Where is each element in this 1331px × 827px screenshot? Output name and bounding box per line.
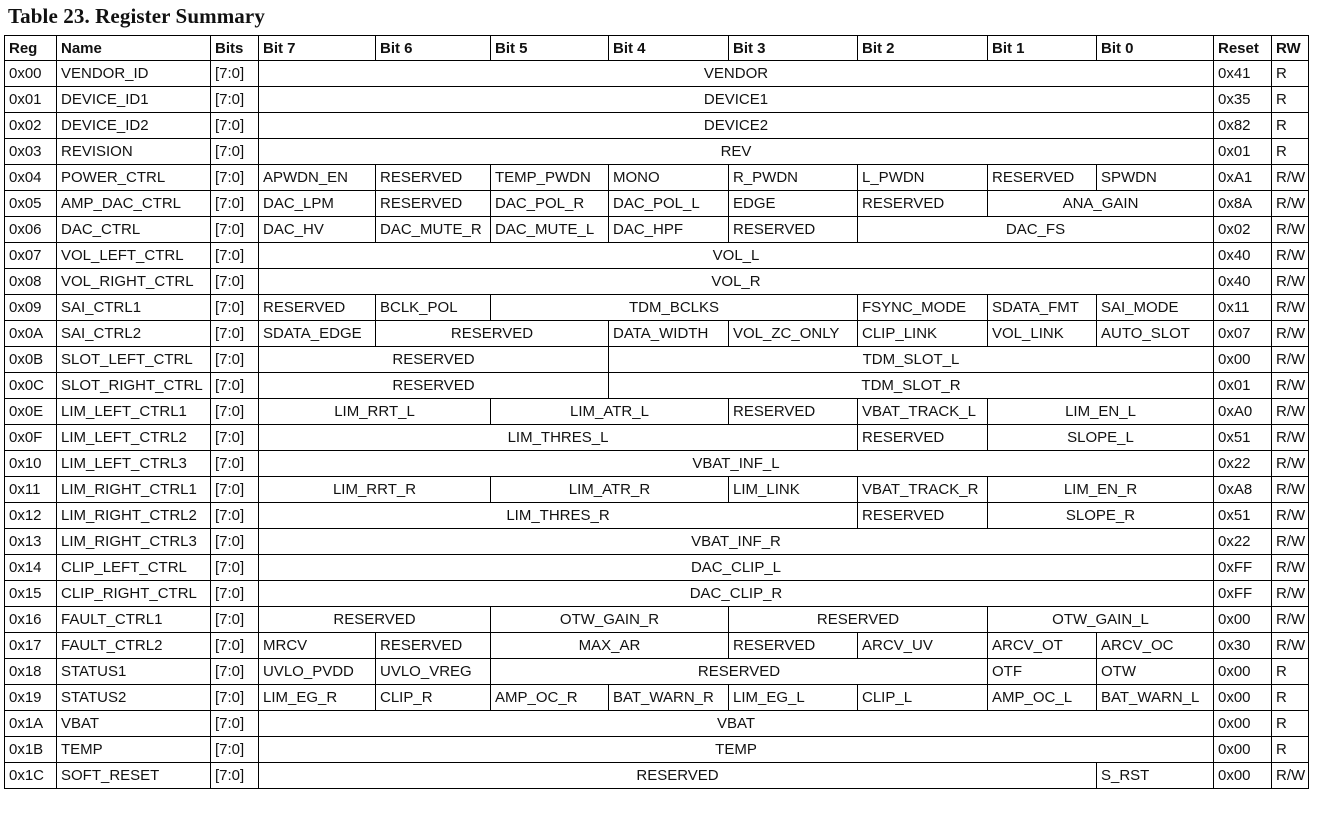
table-title: Table 23. Register Summary <box>8 4 265 28</box>
bits-cell: [7:0] <box>211 87 259 113</box>
bit-field-cell: DEVICE2 <box>259 113 1214 139</box>
bit-field-cell: BCLK_POL <box>376 295 491 321</box>
bits-cell: [7:0] <box>211 685 259 711</box>
bits-cell: [7:0] <box>211 399 259 425</box>
bit-field-cell: ARCV_OC <box>1097 633 1214 659</box>
table-row <box>5 217 1309 243</box>
reg-address-cell: 0x1A <box>5 711 57 737</box>
bit-field-cell: UVLO_VREG <box>376 659 491 685</box>
reg-address-cell: 0x0B <box>5 347 57 373</box>
bit-field-cell: VOL_ZC_ONLY <box>729 321 858 347</box>
table-row <box>5 191 1309 217</box>
reset-value-cell: 0x30 <box>1214 633 1272 659</box>
bits-cell: [7:0] <box>211 243 259 269</box>
bit-field-cell: TDM_BCLKS <box>491 295 858 321</box>
reset-value-cell: 0x11 <box>1214 295 1272 321</box>
rw-cell: R/W <box>1272 269 1309 295</box>
bits-cell: [7:0] <box>211 295 259 321</box>
bits-cell: [7:0] <box>211 581 259 607</box>
bit-field-cell: DEVICE1 <box>259 87 1214 113</box>
table-row <box>5 555 1309 581</box>
reset-value-cell: 0x00 <box>1214 763 1272 789</box>
column-header: Reset <box>1214 36 1272 61</box>
reset-value-cell: 0x51 <box>1214 425 1272 451</box>
table-row <box>5 87 1309 113</box>
bit-field-cell: REV <box>259 139 1214 165</box>
reg-address-cell: 0x03 <box>5 139 57 165</box>
reg-address-cell: 0x14 <box>5 555 57 581</box>
bit-field-cell: RESERVED <box>729 217 858 243</box>
register-name-cell: SAI_CTRL1 <box>57 295 211 321</box>
bit-field-cell: DAC_POL_R <box>491 191 609 217</box>
table-row <box>5 503 1309 529</box>
bit-field-cell: SDATA_FMT <box>988 295 1097 321</box>
bit-field-cell: SLOPE_L <box>988 425 1214 451</box>
register-name-cell: LIM_LEFT_CTRL3 <box>57 451 211 477</box>
bits-cell: [7:0] <box>211 711 259 737</box>
reset-value-cell: 0x22 <box>1214 451 1272 477</box>
bits-cell: [7:0] <box>211 763 259 789</box>
bit-field-cell: EDGE <box>729 191 858 217</box>
bit-field-cell: OTF <box>988 659 1097 685</box>
column-header: Bit 7 <box>259 36 376 61</box>
rw-cell: R/W <box>1272 503 1309 529</box>
register-name-cell: STATUS1 <box>57 659 211 685</box>
bits-cell: [7:0] <box>211 321 259 347</box>
bit-field-cell: RESERVED <box>988 165 1097 191</box>
bit-field-cell: VBAT_TRACK_R <box>858 477 988 503</box>
table-row <box>5 711 1309 737</box>
bits-cell: [7:0] <box>211 165 259 191</box>
bits-cell: [7:0] <box>211 61 259 87</box>
bit-field-cell: RESERVED <box>858 425 988 451</box>
bits-cell: [7:0] <box>211 607 259 633</box>
rw-cell: R/W <box>1272 451 1309 477</box>
bits-cell: [7:0] <box>211 113 259 139</box>
reg-address-cell: 0x0F <box>5 425 57 451</box>
bit-field-cell: DAC_HPF <box>609 217 729 243</box>
reset-value-cell: 0x02 <box>1214 217 1272 243</box>
bit-field-cell: LIM_ATR_R <box>491 477 729 503</box>
reset-value-cell: 0x00 <box>1214 737 1272 763</box>
bit-field-cell: TDM_SLOT_L <box>609 347 1214 373</box>
reset-value-cell: 0x51 <box>1214 503 1272 529</box>
bit-field-cell: RESERVED <box>729 399 858 425</box>
reset-value-cell: 0xFF <box>1214 581 1272 607</box>
rw-cell: R <box>1272 113 1309 139</box>
bit-field-cell: TEMP <box>259 737 1214 763</box>
reset-value-cell: 0x00 <box>1214 607 1272 633</box>
rw-cell: R/W <box>1272 607 1309 633</box>
register-name-cell: DEVICE_ID2 <box>57 113 211 139</box>
register-name-cell: SLOT_RIGHT_CTRL <box>57 373 211 399</box>
bit-field-cell: TEMP_PWDN <box>491 165 609 191</box>
bit-field-cell: OTW <box>1097 659 1214 685</box>
table-row <box>5 373 1309 399</box>
reg-address-cell: 0x07 <box>5 243 57 269</box>
table-row <box>5 321 1309 347</box>
reset-value-cell: 0x22 <box>1214 529 1272 555</box>
bit-field-cell: APWDN_EN <box>259 165 376 191</box>
bit-field-cell: LIM_EG_L <box>729 685 858 711</box>
column-header: Name <box>57 36 211 61</box>
bit-field-cell: DAC_CLIP_L <box>259 555 1214 581</box>
bit-field-cell: RESERVED <box>729 607 988 633</box>
reg-address-cell: 0x04 <box>5 165 57 191</box>
table-row <box>5 607 1309 633</box>
column-header: Bit 5 <box>491 36 609 61</box>
table-row <box>5 243 1309 269</box>
rw-cell: R/W <box>1272 243 1309 269</box>
bits-cell: [7:0] <box>211 633 259 659</box>
register-name-cell: STATUS2 <box>57 685 211 711</box>
bits-cell: [7:0] <box>211 503 259 529</box>
bits-cell: [7:0] <box>211 555 259 581</box>
bit-field-cell: LIM_RRT_R <box>259 477 491 503</box>
table-row <box>5 399 1309 425</box>
bit-field-cell: BAT_WARN_L <box>1097 685 1214 711</box>
table-row <box>5 685 1309 711</box>
reg-address-cell: 0x05 <box>5 191 57 217</box>
table-row <box>5 451 1309 477</box>
bit-field-cell: VENDOR <box>259 61 1214 87</box>
bit-field-cell: BAT_WARN_R <box>609 685 729 711</box>
register-name-cell: LIM_RIGHT_CTRL3 <box>57 529 211 555</box>
bit-field-cell: UVLO_PVDD <box>259 659 376 685</box>
register-name-cell: REVISION <box>57 139 211 165</box>
bits-cell: [7:0] <box>211 139 259 165</box>
register-name-cell: FAULT_CTRL2 <box>57 633 211 659</box>
bit-field-cell: RESERVED <box>376 165 491 191</box>
reset-value-cell: 0x00 <box>1214 711 1272 737</box>
bit-field-cell: LIM_EN_L <box>988 399 1214 425</box>
register-name-cell: VBAT <box>57 711 211 737</box>
rw-cell: R/W <box>1272 217 1309 243</box>
bit-field-cell: VBAT_INF_R <box>259 529 1214 555</box>
table-row <box>5 269 1309 295</box>
bit-field-cell: SPWDN <box>1097 165 1214 191</box>
bits-cell: [7:0] <box>211 529 259 555</box>
rw-cell: R/W <box>1272 633 1309 659</box>
reset-value-cell: 0x00 <box>1214 347 1272 373</box>
reg-address-cell: 0x09 <box>5 295 57 321</box>
register-name-cell: DEVICE_ID1 <box>57 87 211 113</box>
bit-field-cell: AMP_OC_R <box>491 685 609 711</box>
bit-field-cell: LIM_THRES_L <box>259 425 858 451</box>
reg-address-cell: 0x10 <box>5 451 57 477</box>
bits-cell: [7:0] <box>211 373 259 399</box>
rw-cell: R/W <box>1272 295 1309 321</box>
table-row <box>5 295 1309 321</box>
bit-field-cell: DAC_CLIP_R <box>259 581 1214 607</box>
register-name-cell: CLIP_RIGHT_CTRL <box>57 581 211 607</box>
column-header: Bit 2 <box>858 36 988 61</box>
bit-field-cell: DAC_HV <box>259 217 376 243</box>
rw-cell: R/W <box>1272 399 1309 425</box>
reg-address-cell: 0x0E <box>5 399 57 425</box>
reset-value-cell: 0x41 <box>1214 61 1272 87</box>
reg-address-cell: 0x1B <box>5 737 57 763</box>
reg-address-cell: 0x0C <box>5 373 57 399</box>
bit-field-cell: ARCV_OT <box>988 633 1097 659</box>
bit-field-cell: DAC_MUTE_R <box>376 217 491 243</box>
reg-address-cell: 0x0A <box>5 321 57 347</box>
bit-field-cell: SDATA_EDGE <box>259 321 376 347</box>
reg-address-cell: 0x02 <box>5 113 57 139</box>
rw-cell: R/W <box>1272 529 1309 555</box>
bit-field-cell: RESERVED <box>259 373 609 399</box>
bit-field-cell: RESERVED <box>259 763 1097 789</box>
reset-value-cell: 0xA0 <box>1214 399 1272 425</box>
reg-address-cell: 0x00 <box>5 61 57 87</box>
bit-field-cell: CLIP_L <box>858 685 988 711</box>
register-name-cell: VENDOR_ID <box>57 61 211 87</box>
column-header: Bit 0 <box>1097 36 1214 61</box>
reg-address-cell: 0x11 <box>5 477 57 503</box>
table-body <box>5 61 1309 789</box>
reg-address-cell: 0x17 <box>5 633 57 659</box>
table-row <box>5 763 1309 789</box>
register-name-cell: LIM_RIGHT_CTRL1 <box>57 477 211 503</box>
bit-field-cell: VOL_L <box>259 243 1214 269</box>
bit-field-cell: DATA_WIDTH <box>609 321 729 347</box>
reset-value-cell: 0x35 <box>1214 87 1272 113</box>
reg-address-cell: 0x16 <box>5 607 57 633</box>
column-header: Bit 6 <box>376 36 491 61</box>
reset-value-cell: 0x40 <box>1214 269 1272 295</box>
register-name-cell: LIM_LEFT_CTRL2 <box>57 425 211 451</box>
rw-cell: R/W <box>1272 555 1309 581</box>
register-name-cell: VOL_LEFT_CTRL <box>57 243 211 269</box>
reset-value-cell: 0x01 <box>1214 373 1272 399</box>
table-row <box>5 61 1309 87</box>
table-row <box>5 477 1309 503</box>
bits-cell: [7:0] <box>211 477 259 503</box>
rw-cell: R <box>1272 685 1309 711</box>
reg-address-cell: 0x15 <box>5 581 57 607</box>
rw-cell: R <box>1272 737 1309 763</box>
bit-field-cell: SLOPE_R <box>988 503 1214 529</box>
bits-cell: [7:0] <box>211 659 259 685</box>
bit-field-cell: RESERVED <box>376 191 491 217</box>
bits-cell: [7:0] <box>211 347 259 373</box>
register-name-cell: AMP_DAC_CTRL <box>57 191 211 217</box>
table-row <box>5 165 1309 191</box>
reg-address-cell: 0x13 <box>5 529 57 555</box>
rw-cell: R/W <box>1272 763 1309 789</box>
bit-field-cell: VOL_R <box>259 269 1214 295</box>
table-row <box>5 581 1309 607</box>
reg-address-cell: 0x18 <box>5 659 57 685</box>
table-row <box>5 113 1309 139</box>
bits-cell: [7:0] <box>211 191 259 217</box>
bit-field-cell: OTW_GAIN_L <box>988 607 1214 633</box>
bit-field-cell: CLIP_R <box>376 685 491 711</box>
register-name-cell: CLIP_LEFT_CTRL <box>57 555 211 581</box>
reset-value-cell: 0xA1 <box>1214 165 1272 191</box>
bits-cell: [7:0] <box>211 217 259 243</box>
reset-value-cell: 0xFF <box>1214 555 1272 581</box>
bit-field-cell: DAC_LPM <box>259 191 376 217</box>
register-name-cell: SOFT_RESET <box>57 763 211 789</box>
bit-field-cell: R_PWDN <box>729 165 858 191</box>
bit-field-cell: DAC_MUTE_L <box>491 217 609 243</box>
reset-value-cell: 0x00 <box>1214 685 1272 711</box>
column-header: RW <box>1272 36 1309 61</box>
table-row <box>5 659 1309 685</box>
register-name-cell: SLOT_LEFT_CTRL <box>57 347 211 373</box>
bit-field-cell: MAX_AR <box>491 633 729 659</box>
register-name-cell: TEMP <box>57 737 211 763</box>
reg-address-cell: 0x08 <box>5 269 57 295</box>
bit-field-cell: L_PWDN <box>858 165 988 191</box>
column-header: Bit 1 <box>988 36 1097 61</box>
bit-field-cell: RESERVED <box>858 191 988 217</box>
reg-address-cell: 0x19 <box>5 685 57 711</box>
bit-field-cell: S_RST <box>1097 763 1214 789</box>
rw-cell: R/W <box>1272 321 1309 347</box>
register-name-cell: LIM_RIGHT_CTRL2 <box>57 503 211 529</box>
bit-field-cell: VBAT_INF_L <box>259 451 1214 477</box>
register-name-cell: DAC_CTRL <box>57 217 211 243</box>
bits-cell: [7:0] <box>211 451 259 477</box>
bit-field-cell: AUTO_SLOT <box>1097 321 1214 347</box>
bit-field-cell: RESERVED <box>259 295 376 321</box>
bit-field-cell: RESERVED <box>376 321 609 347</box>
bit-field-cell: RESERVED <box>729 633 858 659</box>
bit-field-cell: CLIP_LINK <box>858 321 988 347</box>
bit-field-cell: RESERVED <box>259 347 609 373</box>
bit-field-cell: LIM_EG_R <box>259 685 376 711</box>
rw-cell: R <box>1272 659 1309 685</box>
bit-field-cell: SAI_MODE <box>1097 295 1214 321</box>
bit-field-cell: TDM_SLOT_R <box>609 373 1214 399</box>
bit-field-cell: LIM_RRT_L <box>259 399 491 425</box>
reg-address-cell: 0x1C <box>5 763 57 789</box>
table-row <box>5 425 1309 451</box>
register-name-cell: FAULT_CTRL1 <box>57 607 211 633</box>
rw-cell: R <box>1272 61 1309 87</box>
header-row <box>5 36 1309 61</box>
reset-value-cell: 0x01 <box>1214 139 1272 165</box>
reset-value-cell: 0x00 <box>1214 659 1272 685</box>
bit-field-cell: LIM_LINK <box>729 477 858 503</box>
reset-value-cell: 0xA8 <box>1214 477 1272 503</box>
column-header: Bit 4 <box>609 36 729 61</box>
rw-cell: R <box>1272 87 1309 113</box>
bits-cell: [7:0] <box>211 737 259 763</box>
bit-field-cell: RESERVED <box>858 503 988 529</box>
reg-address-cell: 0x06 <box>5 217 57 243</box>
table-row <box>5 529 1309 555</box>
bit-field-cell: FSYNC_MODE <box>858 295 988 321</box>
reset-value-cell: 0x8A <box>1214 191 1272 217</box>
table-row <box>5 139 1309 165</box>
rw-cell: R/W <box>1272 165 1309 191</box>
bit-field-cell: LIM_ATR_L <box>491 399 729 425</box>
bit-field-cell: ARCV_UV <box>858 633 988 659</box>
bit-field-cell: VOL_LINK <box>988 321 1097 347</box>
rw-cell: R <box>1272 711 1309 737</box>
rw-cell: R <box>1272 139 1309 165</box>
table-row <box>5 347 1309 373</box>
reg-address-cell: 0x01 <box>5 87 57 113</box>
table-row <box>5 633 1309 659</box>
bit-field-cell: MRCV <box>259 633 376 659</box>
bit-field-cell: MONO <box>609 165 729 191</box>
bit-field-cell: DAC_POL_L <box>609 191 729 217</box>
reset-value-cell: 0x07 <box>1214 321 1272 347</box>
rw-cell: R/W <box>1272 347 1309 373</box>
reset-value-cell: 0x40 <box>1214 243 1272 269</box>
reset-value-cell: 0x82 <box>1214 113 1272 139</box>
bit-field-cell: RESERVED <box>491 659 988 685</box>
bit-field-cell: VBAT <box>259 711 1214 737</box>
register-name-cell: VOL_RIGHT_CTRL <box>57 269 211 295</box>
rw-cell: R/W <box>1272 581 1309 607</box>
bit-field-cell: RESERVED <box>376 633 491 659</box>
bit-field-cell: LIM_EN_R <box>988 477 1214 503</box>
register-name-cell: POWER_CTRL <box>57 165 211 191</box>
bit-field-cell: DAC_FS <box>858 217 1214 243</box>
bit-field-cell: OTW_GAIN_R <box>491 607 729 633</box>
bit-field-cell: ANA_GAIN <box>988 191 1214 217</box>
bit-field-cell: VBAT_TRACK_L <box>858 399 988 425</box>
column-header: Bits <box>211 36 259 61</box>
bits-cell: [7:0] <box>211 269 259 295</box>
column-header: Reg <box>5 36 57 61</box>
register-name-cell: SAI_CTRL2 <box>57 321 211 347</box>
register-name-cell: LIM_LEFT_CTRL1 <box>57 399 211 425</box>
bits-cell: [7:0] <box>211 425 259 451</box>
column-header: Bit 3 <box>729 36 858 61</box>
bit-field-cell: AMP_OC_L <box>988 685 1097 711</box>
rw-cell: R/W <box>1272 477 1309 503</box>
bit-field-cell: LIM_THRES_R <box>259 503 858 529</box>
rw-cell: R/W <box>1272 425 1309 451</box>
register-summary-table <box>4 35 1309 789</box>
rw-cell: R/W <box>1272 191 1309 217</box>
rw-cell: R/W <box>1272 373 1309 399</box>
bit-field-cell: RESERVED <box>259 607 491 633</box>
reg-address-cell: 0x12 <box>5 503 57 529</box>
table-row <box>5 737 1309 763</box>
